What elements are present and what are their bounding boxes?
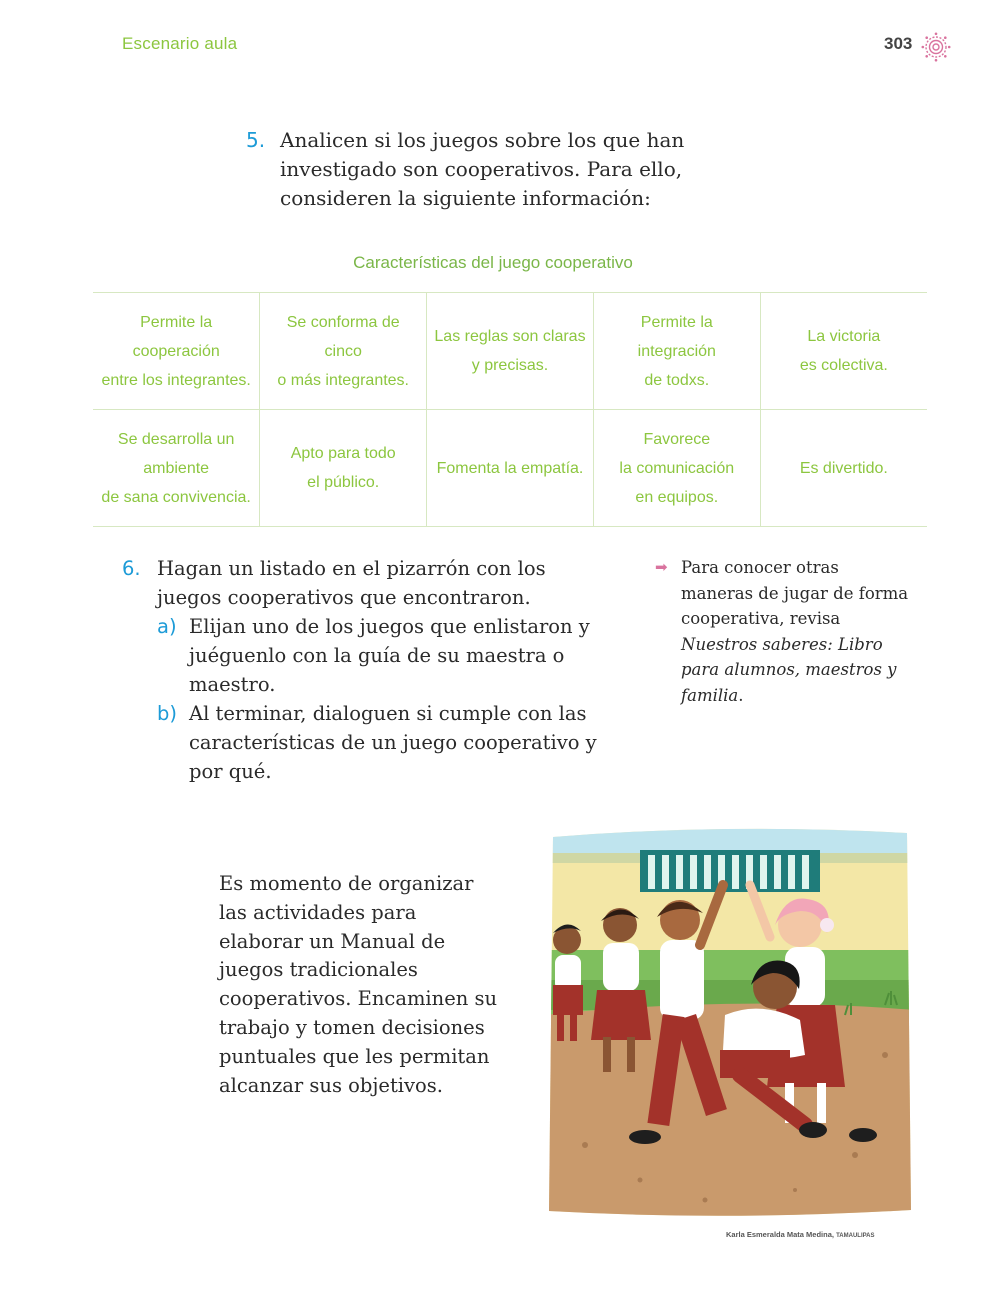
- table-cell: Permite la cooperación entre los integrantes.: [93, 293, 260, 410]
- arrow-right-icon: ➡: [655, 558, 668, 576]
- table-cell: Es divertido.: [760, 410, 927, 527]
- table-cell: Las reglas son claras y precisas.: [427, 293, 594, 410]
- sidenote: [655, 555, 915, 708]
- subitem-label: b): [157, 702, 177, 725]
- sidenote-text: Para conocer otras maneras de jugar de forma cooperativa, revisa Nuestros saberes: Libro para alumnos, maestros y familia.: [681, 558, 909, 705]
- page-number: 303: [884, 34, 913, 53]
- table-cell: La victoria es colectiva.: [760, 293, 927, 410]
- subitem-a: [157, 612, 602, 699]
- item-number: 6.: [122, 557, 141, 580]
- subitem-label: a): [157, 615, 177, 638]
- table-row: [93, 410, 927, 527]
- item-text: Analicen si los juegos sobre los que han investigado son cooperativos. Para ello, consideren la siguiente información:: [280, 128, 685, 210]
- table-cell: Fomenta la empatía.: [427, 410, 594, 527]
- book-title: Nuestros saberes: Libro para alumnos, maestros y familia: [681, 634, 897, 705]
- table-cell: Se desarrolla un ambiente de sana convivencia.: [93, 410, 260, 527]
- sun-mandala-icon: [921, 32, 951, 62]
- subitem-text: Elijan uno de los juegos que enlistaron y juéguenlo con la guía de su maestra o maestro.: [189, 615, 590, 696]
- section-title: Escenario aula: [122, 34, 238, 53]
- table-cell: Permite la integración de todxs.: [593, 293, 760, 410]
- table-title: Características del juego cooperativo: [353, 253, 633, 272]
- table-cell: Se conforma de cinco o más integrantes.: [260, 293, 427, 410]
- activity-item-5: [246, 126, 726, 213]
- table-cell: Apto para todo el público.: [260, 410, 427, 527]
- children-playing-illustration: [545, 825, 915, 1218]
- table-row: [93, 293, 927, 410]
- table-cell: Favorece la comunicación en equipos.: [593, 410, 760, 527]
- subitem-b: [157, 699, 602, 786]
- activity-item-6: [122, 554, 602, 786]
- item-text: Hagan un listado en el pizarrón con los juegos cooperativos que encontraron.: [157, 557, 546, 609]
- closing-paragraph: Es momento de organizar las actividades para elaborar un Manual de juegos tradicionales cooperativos. Encaminen su trabajo y tomen decisiones puntuales que les permitan alcanzar sus objetivos.: [219, 872, 498, 1097]
- item-number: 5.: [246, 128, 266, 152]
- subitem-text: Al terminar, dialoguen si cumple con las características de un juego cooperativo y por qué.: [189, 702, 597, 783]
- characteristics-table: [93, 292, 927, 527]
- illustration-credit: Karla Esmeralda Mata Medina, TAMAULIPAS: [726, 1230, 875, 1239]
